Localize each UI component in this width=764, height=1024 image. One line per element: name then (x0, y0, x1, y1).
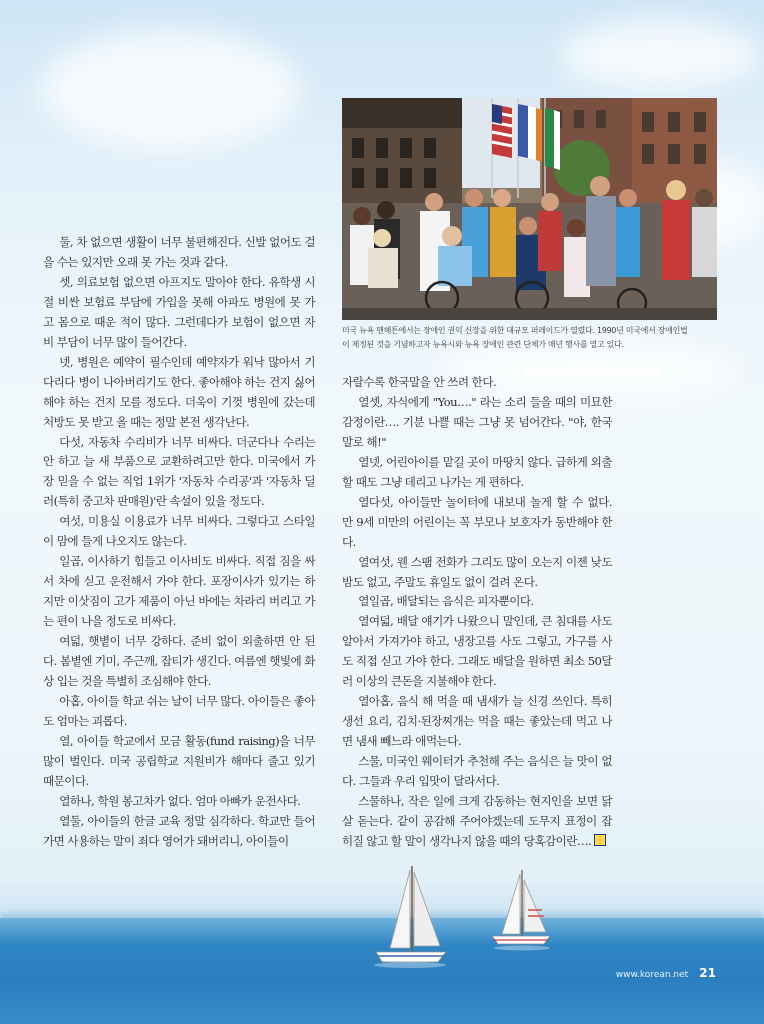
paragraph: 넷, 병원은 예약이 필수인데 예약자가 워낙 많아서 기다리다 병이 나아버리기도 한다. 좋아해야 하는 건지 싫어해야 하는 건지 모를 정도다. 더욱이 기껏 병원에 갔는데 처방도 못 받고 올 때는 정말 본전 생각난다. (43, 354, 315, 429)
paragraph: 열하나, 학원 봉고차가 없다. 엄마 아빠가 운전사다. (59, 793, 301, 808)
paragraph: 열아홉, 음식 해 먹을 때 냄새가 늘 신경 쓰인다. 특히 생선 요리, 김치·된장찌개는 먹을 때는 좋았는데 먹고 나면 냄새 빼느라 애먹는다. (342, 694, 612, 749)
paragraph-text: 스물하나, 작은 일에 크게 감동하는 현지인을 보면 닭살 돋는다. 같이 공감해 주어야겠는데 도무지 표정이 잡히질 않고 할 말이 생각나지 않을 때의 당혹감이란…. (342, 794, 612, 848)
paragraph: 열여덟, 배달 얘기가 나왔으니 말인데, 큰 침대를 사도 알아서 가져가야 하고, 냉장고를 사도 그렇고, 가구를 사도 직접 싣고 가야 한다. 그래도 배달을 원하면 최소 50달러 이상의 큰돈을 지불해야 한다. (342, 614, 612, 689)
page-footer (616, 962, 716, 981)
right-text-column (342, 373, 612, 852)
photo-caption (342, 324, 722, 352)
sailboat-illustration (360, 860, 450, 970)
paragraph: 열다섯, 아이들만 놀이터에 내보내 놀게 할 수 없다. 만 9세 미만의 어린이는 꼭 부모나 보호자가 동반해야 한다. (342, 494, 612, 549)
paragraph: 열넷, 어린아이를 맡길 곳이 마땅치 않다. 급하게 외출할 때도 그냥 데리고 나가는 게 편하다. (342, 454, 612, 489)
caption-line: 이 제정된 것을 기념하고자 뉴욕시와 뉴욕 장애인 관련 단체가 매년 행사를 열고 있다. (342, 340, 624, 349)
paragraph: 아홉, 아이들 학교 쉬는 날이 너무 많다. 아이들은 좋아도 엄마는 괴롭다. (43, 693, 315, 728)
paragraph: 다섯, 자동차 수리비가 너무 비싸다. 더군다나 수리는 안 하고 늘 새 부품으로 교환하려고만 한다. 미국에서 가장 믿을 수 없는 직업 1위가 '자동차 수리공'과 '자동차 딜러(특히 중고차 판매원)'란 속설이 있을 정도다. (43, 434, 315, 509)
article-end-mark-icon (594, 834, 606, 846)
paragraph: 셋, 의료보험 없으면 아프지도 말아야 한다. 유학생 시절 비싼 보험료 부담에 가입을 못해 아파도 병원에 못 가고 몸으로 때운 적이 많다. 그런데다가 보험이 없으면 자비 부담이 너무 많이 들어간다. (43, 274, 315, 349)
paragraph: 열일곱, 배달되는 음식은 피자뿐이다. (358, 594, 534, 609)
website-url: www.korean.net (615, 970, 689, 980)
paragraph: 열, 아이들 학교에서 모금 활동(fund raising)을 너무 많이 벌인다. 미국 공립학교 지원비가 해마다 줄고 있기 때문이다. (43, 733, 315, 788)
cloud (40, 30, 300, 150)
paragraph: 열둘, 아이들의 한글 교육 정말 심각하다. 학교만 들어가면 사용하는 말이 죄다 영어가 돼버리니, 아이들이 (43, 813, 315, 848)
paragraph: 둘, 차 없으면 생활이 너무 불편해진다. 신발 없어도 걸을 수는 있지만 오래 못 가는 것과 같다. (43, 235, 315, 269)
caption-line: 미국 뉴욕 맨해튼에서는 장애인 권익 신장을 위한 대규모 퍼레이드가 열렸다. 1990년 미국에서 장애인법 (342, 326, 688, 335)
paragraph: 여섯, 미용실 이용료가 너무 비싸다. 그렇다고 스타일이 맘에 들게 나오지도 않는다. (43, 514, 315, 549)
page-number: 21 (699, 966, 716, 980)
cloud (560, 20, 760, 90)
paragraph: 스물, 미국인 웨이터가 추천해 주는 음식은 늘 맛이 없다. 그들과 우리 입맛이 달라서다. (342, 754, 612, 789)
sailboat-illustration (488, 866, 558, 956)
paragraph: 여덟, 햇볕이 너무 강하다. 준비 없이 외출하면 안 된다. 봄볕엔 기미, 주근깨, 잡티가 생긴다. 여름엔 햇빛에 화상 입는 것을 특별히 조심해야 한다. (43, 634, 315, 688)
paragraph: 자랄수록 한국말을 안 쓰려 한다. (342, 375, 497, 389)
left-text-column (43, 233, 315, 852)
paragraph: 열여섯, 웬 스팸 전화가 그리도 많이 오는지 이젠 낮도 밤도 없고, 주말도 휴일도 없이 걸려 온다. (342, 554, 612, 589)
paragraph: 열셋, 자식에게 "You…." 라는 소리 들을 때의 미묘한 감정이란…. 기분 나쁠 때는 그냥 못 넘어간다. "야, 한국말로 해!" (342, 394, 612, 449)
parade-photo (342, 98, 717, 320)
parade-photo-illustration (342, 98, 717, 320)
paragraph (342, 792, 612, 852)
paragraph: 일곱, 이사하기 힘들고 이사비도 비싸다. 직접 짐을 싸서 차에 싣고 운전해서 가야 한다. 포장이사가 있기는 하지만 이삿짐이 고가 제품이 아닌 바에는 차라리 버리고 가는 편이 나을 정도로 비싸다. (43, 554, 315, 629)
